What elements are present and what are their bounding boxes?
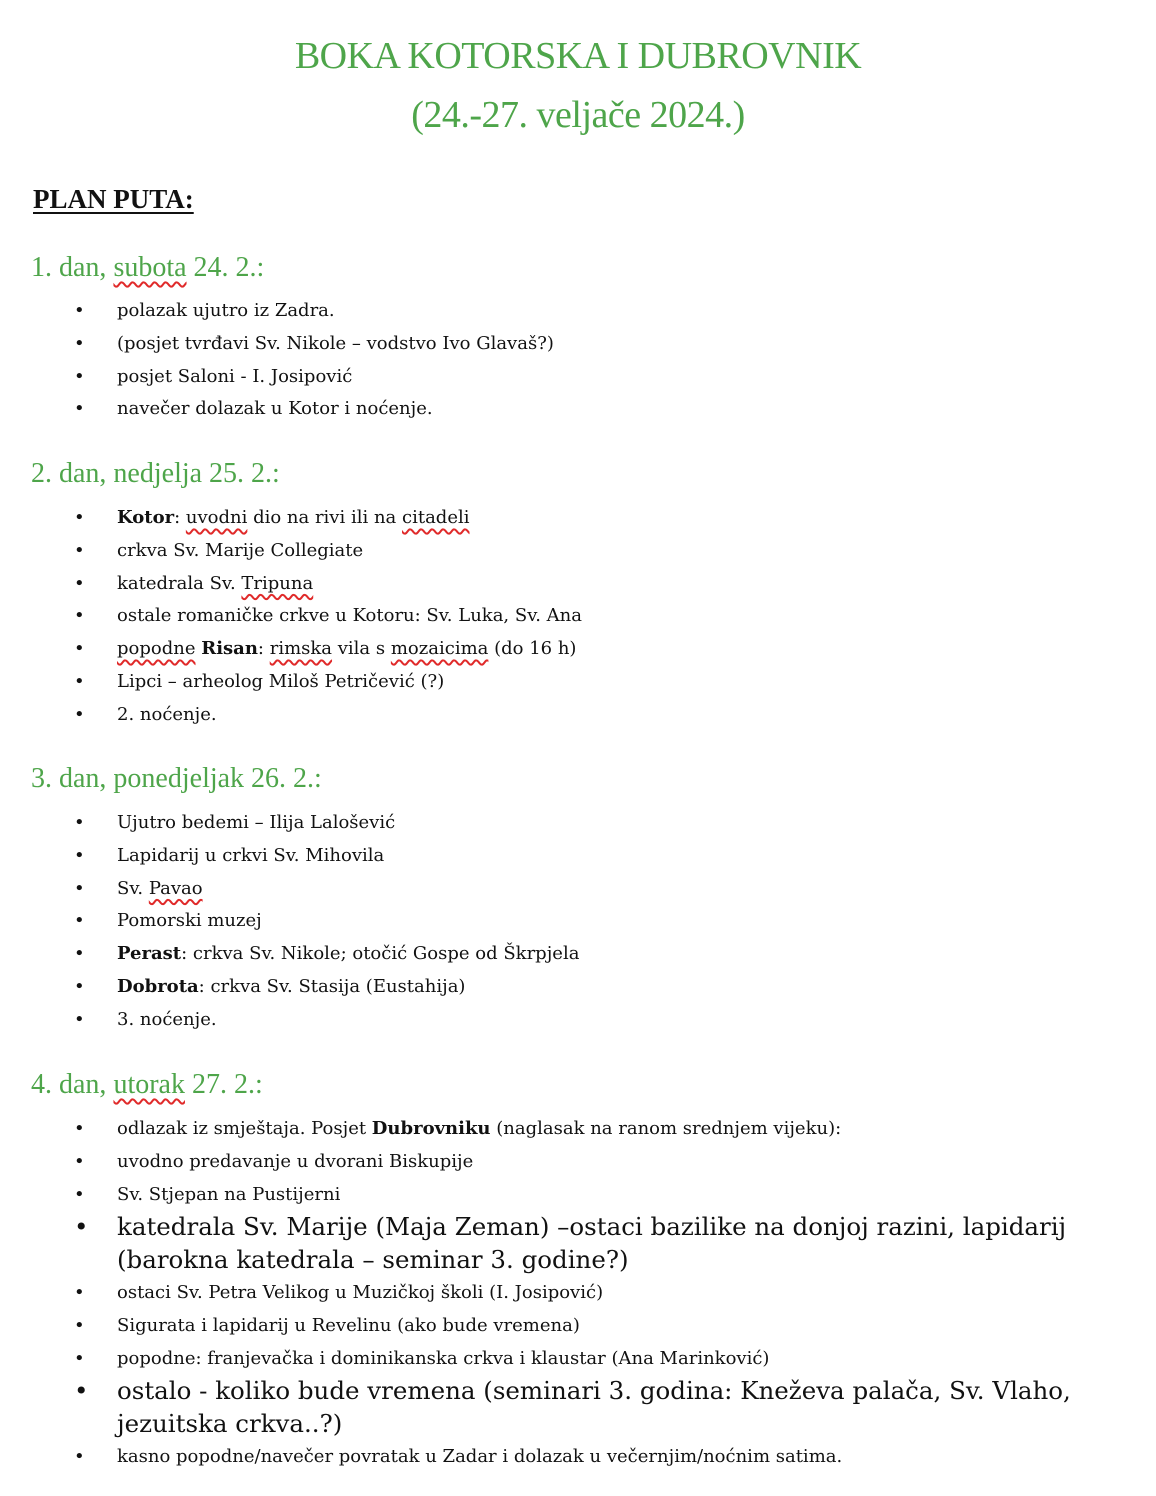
list-item: • uvodno predavanje u dvorani Biskupije [0,1146,1156,1179]
day4-list [0,1113,1156,1474]
place-risan: Risan [201,638,258,660]
list-item [0,633,1156,666]
place-perast: Perast [117,943,182,965]
text: (do 16 h) [488,638,577,660]
list-item: • Lapidarij u crkvi Sv. Mihovila [0,840,1156,873]
text: dio na rivi ili na [247,507,402,528]
list-item: • 2. noćenje. [0,699,1156,732]
document-title: BOKA KOTORSKA I DUBROVNIK [294,35,862,77]
list-item: • katedrala Sv. Marije (Maja Zeman) –ostaci bazilike na donjoj razini, lapidarij (barokna katedrala – seminar 3. godine?) [0,1211,1127,1277]
place-dubrovnik: Dubrovniku [371,1118,491,1139]
day4-heading [31,1069,263,1101]
text: uvodni [185,507,248,528]
list-item: • Sigurata i lapidarij u Revelinu (ako bude vremena) [0,1310,1156,1343]
document-dates: (24.-27. veljače 2024.) [411,94,745,136]
list-item [0,502,1156,535]
text: (naglasak na ranom srednjem vijeku): [490,1118,842,1139]
place-dobrota: Dobrota [117,975,199,997]
day4-heading-pre: 4. dan, [31,1069,114,1100]
day1-heading-pre: 1. dan, [31,252,114,283]
list-item: • Lipci – arheolog Miloš Petričević (?) [0,666,1156,699]
list-item: • 3. noćenje. [0,1004,1156,1037]
list-item: • (posjet tvrđavi Sv. Nikole – vodstvo Ivo Glavaš?) [0,328,1156,361]
list-item: • polazak ujutro iz Zadra. [0,295,1156,328]
day4-heading-day: utorak [113,1069,185,1100]
text: : [174,507,186,528]
list-item: • crkva Sv. Marije Collegiate [0,535,1156,568]
text: popodne [117,638,196,660]
text: mozaicima [390,638,489,660]
list-item [0,938,1156,971]
list-item: • Ujutro bedemi – Ilija Lalošević [0,807,1156,840]
list-item: • navečer dolazak u Kotor i noćenje. [0,393,1156,426]
text: : crkva Sv. Nikole; otočić Gospe od Škrpjela [181,943,580,965]
day1-heading-post: 24. 2.: [186,252,265,283]
list-item [0,873,1156,906]
text: Tripuna [241,572,314,594]
day3-heading: 3. dan, ponedjeljak 26. 2.: [31,763,322,794]
text: vila s [332,638,391,660]
text: : crkva Sv. Stasija (Eustahija) [198,975,466,997]
list-item [0,568,1156,601]
text: rimska [269,638,333,660]
list-item [0,971,1156,1004]
day1-list [0,295,1156,426]
list-item: • ostalo - koliko bude vremena (seminari 3. godina: Kneževa palača, Sv. Vlaho, jezuitska crkva..?) [0,1375,1127,1441]
day2-list [0,502,1156,732]
text: katedrala Sv. [117,572,242,594]
text: Sv. [117,877,149,899]
day3-list [0,807,1156,1037]
plan-heading: PLAN PUTA: [33,184,194,214]
list-item: • posjet Saloni - I. Josipović [0,361,1156,394]
list-item: • ostale romaničke crkve u Kotoru: Sv. Luka, Sv. Ana [0,600,1156,633]
day1-heading [31,252,264,284]
day1-heading-day: subota [113,252,187,283]
day4-heading-post: 27. 2.: [184,1069,263,1100]
list-item: • kasno popodne/navečer povratak u Zadar i dolazak u večernjim/noćnim satima. [0,1441,1156,1474]
list-item: • Sv. Stjepan na Pustijerni [0,1179,1156,1212]
list-item [0,1113,1156,1146]
text: odlazak iz smještaja. Posjet [117,1118,372,1139]
text: citadeli [402,507,470,528]
list-item: • Pomorski muzej [0,905,1156,938]
list-item: • popodne: franjevačka i dominikanska crkva i klaustar (Ana Marinković) [0,1343,1156,1376]
text: : [257,638,270,660]
place-kotor: Kotor [117,507,175,528]
day2-heading: 2. dan, nedjelja 25. 2.: [31,458,280,489]
text: Pavao [148,877,203,899]
list-item: • ostaci Sv. Petra Velikog u Muzičkoj školi (I. Josipović) [0,1277,1156,1310]
